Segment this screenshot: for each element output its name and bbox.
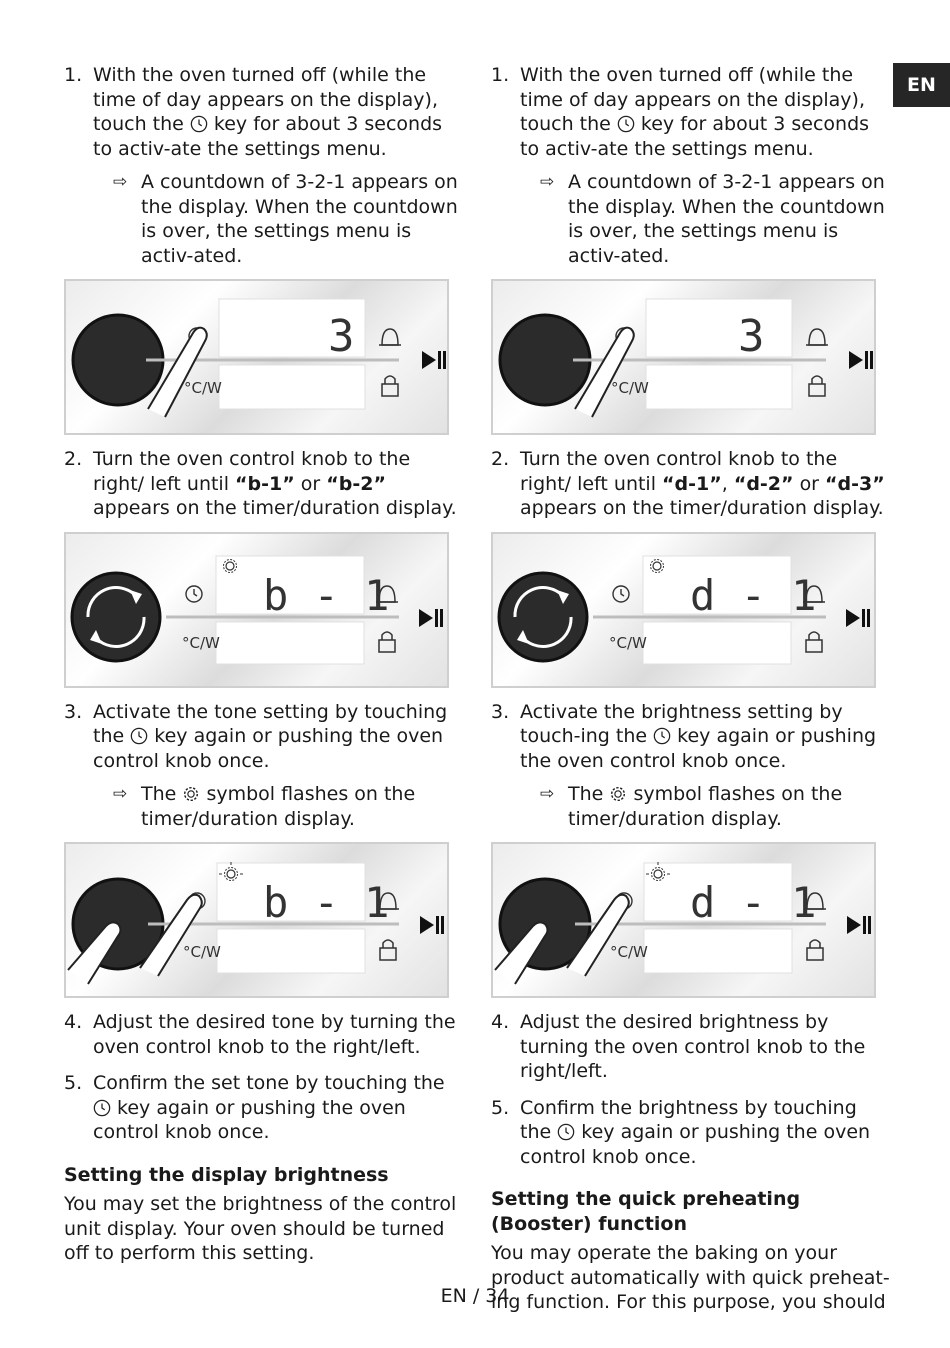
- step-text: key for about 3 seconds to activ-ate the settings menu.: [520, 113, 870, 160]
- lock-icon: [382, 376, 398, 396]
- clock-icon: [190, 115, 208, 133]
- temperature-watt-icon: °C/W: [609, 633, 647, 652]
- section-heading: Setting the quick preheating (Booster) function: [491, 1188, 801, 1235]
- step-text: key again or pushing the oven control knob once.: [93, 1096, 406, 1143]
- display-code: b - 1: [263, 878, 390, 927]
- section-heading: Setting the display brightness: [64, 1163, 389, 1186]
- display-code: b - 1: [263, 570, 390, 620]
- play-pause-icon: [422, 351, 446, 369]
- step-number: 4.: [64, 1011, 83, 1033]
- result-text: symbol flashes on the timer/duration display.: [141, 783, 416, 830]
- play-pause-icon: [419, 609, 443, 627]
- clock-icon: [186, 586, 202, 602]
- result-arrow-icon: ⇨: [113, 172, 128, 192]
- step-text: Activate the brightness setting by touch-ing the: [520, 700, 843, 747]
- step-1-result: [491, 170, 891, 268]
- language-badge: EN: [893, 63, 950, 107]
- code-d2: “d-2”: [733, 472, 794, 495]
- section-paragraph: You may operate the baking on your product automatically with quick preheat-ing function. For this purpose, you should: [491, 1242, 890, 1313]
- step-number: 1.: [64, 64, 83, 86]
- control-panel-illustration-2: [491, 532, 876, 688]
- temperature-watt-icon: °C/W: [611, 379, 649, 397]
- result-arrow-icon: ⇨: [540, 784, 555, 804]
- display-digit: 3: [738, 311, 765, 362]
- step-number: 3.: [491, 700, 510, 723]
- step-text: Adjust the desired tone by turning the oven control knob to the right/left.: [93, 1011, 456, 1058]
- clock-icon: [557, 1123, 575, 1141]
- step-2: [64, 447, 464, 521]
- result-arrow-icon: ⇨: [113, 784, 128, 804]
- step-number: 5.: [491, 1096, 510, 1119]
- temperature-watt-icon: °C/W: [183, 943, 221, 961]
- code-b1: “b-1”: [235, 472, 295, 495]
- play-pause-icon: [420, 916, 444, 934]
- code-d1: “d-1”: [662, 472, 722, 495]
- temperature-watt-icon: °C/W: [610, 943, 648, 961]
- code-d3: “d-3”: [825, 472, 885, 495]
- step-text: Adjust the desired brightness by turning the oven control knob to the right/left.: [520, 1011, 866, 1082]
- step-text: Turn the oven control knob to the right/ left until: [93, 448, 411, 495]
- step-3: [64, 700, 464, 774]
- step-text: appears on the timer/duration display.: [520, 497, 884, 519]
- bell-icon: [379, 329, 401, 345]
- clock-icon: [653, 727, 671, 745]
- step-text: key for about 3 seconds to activ-ate the settings menu.: [93, 113, 443, 160]
- lock-icon: [806, 632, 822, 652]
- step-1: [491, 63, 891, 161]
- step-2: [491, 447, 891, 521]
- step-1: [64, 63, 464, 161]
- step-number: 2.: [491, 448, 510, 470]
- right-column: [491, 63, 891, 1315]
- display-code: d - 1: [690, 878, 817, 927]
- step-1-result: [64, 170, 464, 268]
- page-footer: EN / 34: [440, 1285, 510, 1307]
- step-text: key again or pushing the oven control knob once.: [93, 725, 444, 772]
- result-text: The: [141, 783, 177, 805]
- step-4: [64, 1010, 464, 1059]
- step-3: [491, 700, 891, 774]
- step-number: 4.: [491, 1011, 510, 1033]
- gear-icon: [182, 785, 200, 803]
- lock-icon: [807, 940, 823, 960]
- step-text: Confirm the set tone by touching the: [93, 1072, 445, 1094]
- step-text: key again or pushing the oven control knob once.: [520, 725, 877, 772]
- step-text: or: [300, 472, 321, 495]
- result-arrow-icon: ⇨: [540, 172, 555, 192]
- gear-icon: [609, 785, 627, 803]
- step-text: Turn the oven control knob to the right/ left until: [520, 448, 838, 495]
- step-number: 2.: [64, 448, 83, 470]
- step-number: 1.: [491, 64, 510, 86]
- step-text: key again or pushing the oven control knob once.: [520, 1121, 871, 1168]
- result-text: symbol flashes on the timer/duration display.: [568, 783, 843, 830]
- lock-icon: [380, 940, 396, 960]
- control-panel-illustration-1: [491, 279, 876, 435]
- lock-icon: [379, 632, 395, 652]
- code-b2: “b-2”: [326, 472, 386, 495]
- play-pause-icon: [849, 351, 873, 369]
- result-text: A countdown of 3-2-1 appears on the display. When the countdown is over, the settings menu is activ-ated.: [568, 171, 885, 267]
- control-panel-illustration-3: [64, 842, 449, 998]
- control-panel-illustration-2: [64, 532, 449, 688]
- clock-icon: [617, 115, 635, 133]
- step-text: With the oven turned off (while the time of day appears on the display), touch the: [520, 64, 865, 135]
- separator: ,: [721, 472, 728, 495]
- control-panel-illustration-1: [64, 279, 449, 435]
- display-digit: 3: [328, 311, 355, 362]
- clock-icon: [93, 1099, 111, 1117]
- section-paragraph: You may set the brightness of the control unit display. Your oven should be turned off to perform this setting.: [64, 1193, 457, 1264]
- lock-icon: [809, 376, 825, 396]
- step-3-result: [64, 782, 464, 831]
- step-number: 5.: [64, 1072, 83, 1094]
- result-text: A countdown of 3-2-1 appears on the display. When the countdown is over, the settings menu is activ-ated.: [141, 171, 458, 267]
- step-text: Activate the tone setting by touching the: [93, 700, 448, 747]
- bell-icon: [806, 329, 828, 345]
- clock-icon: [613, 586, 629, 602]
- step-5: [64, 1071, 464, 1145]
- result-text: The: [568, 783, 604, 805]
- step-text: With the oven turned off (while the time of day appears on the display), touch the: [93, 64, 438, 135]
- step-3-result: [491, 782, 891, 831]
- step-text: appears on the timer/duration display.: [93, 497, 457, 519]
- play-pause-icon: [846, 609, 870, 627]
- step-4: [491, 1010, 891, 1084]
- temperature-watt-icon: °C/W: [182, 633, 220, 652]
- step-5: [491, 1096, 891, 1170]
- left-column: [64, 63, 464, 1266]
- control-panel-illustration-3: [491, 842, 876, 998]
- temperature-watt-icon: °C/W: [184, 379, 222, 397]
- step-number: 3.: [64, 700, 83, 723]
- step-text: Confirm the brightness by touching the: [520, 1096, 857, 1143]
- step-text: or: [799, 472, 819, 495]
- play-pause-icon: [847, 916, 871, 934]
- display-code: d - 1: [690, 570, 817, 620]
- clock-icon: [130, 727, 148, 745]
